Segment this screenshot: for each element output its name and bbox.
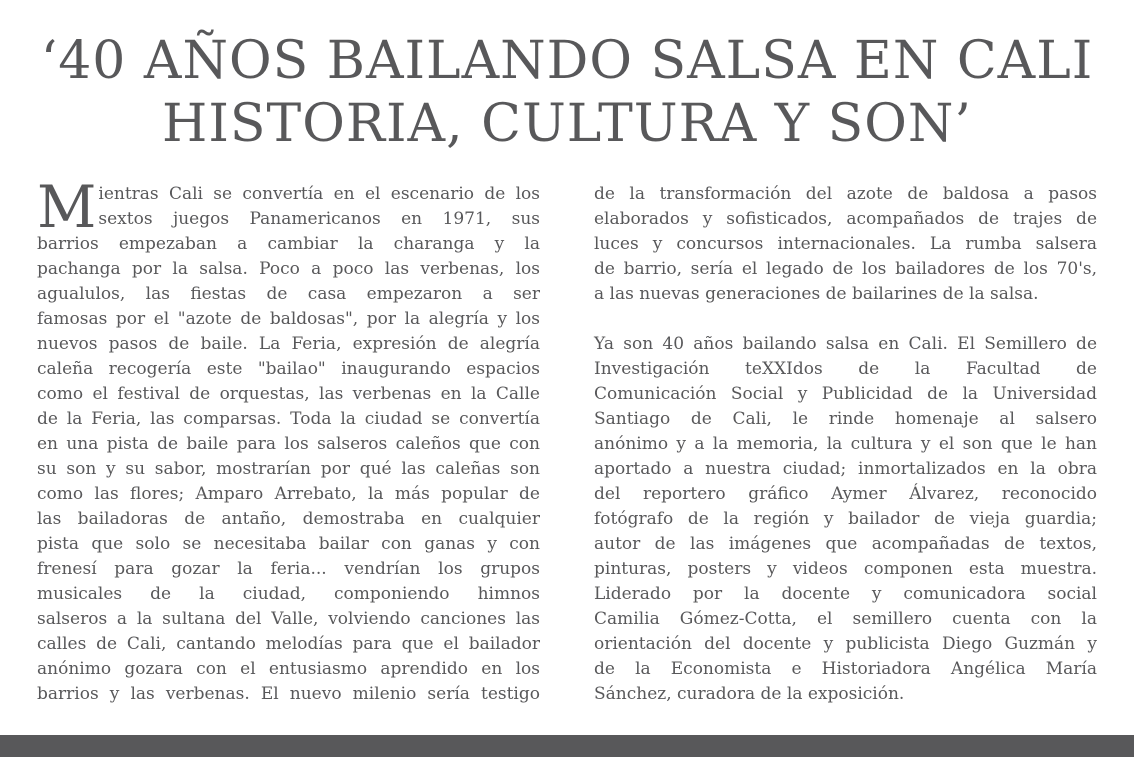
footer-bar: [0, 735, 1134, 757]
text-line: caleña recogería este "bailao" inaugurando espacios: [37, 359, 540, 379]
right-paragraph-2: [594, 332, 1097, 707]
text-line: barrios empezaban a cambiar la charanga y la: [37, 234, 540, 254]
text-line: su son y su sabor, mostrarían por qué las caleñas son: [37, 459, 540, 479]
text-line: anónimo y a la memoria, la cultura y el son que le han: [594, 434, 1097, 454]
text-line: elaborados y sofisticados, acompañados de trajes de: [594, 209, 1097, 229]
text-line: Liderado por la docente y comunicadora social: [594, 584, 1097, 604]
text-line: pista que solo se necesitaba bailar con ganas y con: [37, 534, 540, 554]
text-line: sextos juegos Panamericanos en 1971, sus: [98, 209, 540, 229]
text-line: a las nuevas generaciones de bailarines de la salsa.: [594, 284, 1039, 304]
drop-cap: M: [37, 173, 97, 241]
text-line: Sánchez, curadora de la exposición.: [594, 684, 905, 704]
text-line: como las flores; Amparo Arrebato, la más popular de: [37, 484, 540, 504]
page-title: [0, 30, 1134, 156]
text-line: luces y concursos internacionales. La rumba salsera: [594, 234, 1097, 254]
text-line: nuevos pasos de baile. La Feria, expresión de alegría: [37, 334, 540, 354]
text-line: de la transformación del azote de baldosa a pasos: [594, 184, 1097, 204]
text-line: aportado a nuestra ciudad; inmortalizados en la obra: [594, 459, 1097, 479]
text-line: agualulos, las fiestas de casa empezaron a ser: [37, 284, 540, 304]
text-line: de barrio, sería el legado de los bailadores de los 70's,: [594, 259, 1097, 279]
text-line: ientras Cali se convertía en el escenario de los: [98, 184, 540, 204]
text-line: Santiago de Cali, le rinde homenaje al salsero: [594, 409, 1097, 429]
text-line: las bailadoras de antaño, demostraba en cualquier: [37, 509, 540, 529]
text-line: pinturas, posters y videos componen esta muestra.: [594, 559, 1097, 579]
text-line: orientación del docente y publicista Diego Guzmán y: [594, 634, 1097, 654]
text-line: pachanga por la salsa. Poco a poco las verbenas, los: [37, 259, 540, 279]
text-line: en una pista de baile para los salseros caleños que con: [37, 434, 540, 454]
right-column: [594, 182, 1097, 707]
left-column-body: [37, 232, 540, 707]
text-line: de la Economista e Historiadora Angélica María: [594, 659, 1097, 679]
text-line: musicales de la ciudad, componiendo himnos: [37, 584, 540, 604]
title-line-2: HISTORIA, CULTURA Y SON’: [162, 94, 972, 154]
text-line: fotógrafo de la región y bailador de vieja guardia;: [594, 509, 1097, 529]
text-line: de la Feria, las comparsas. Toda la ciudad se convertía: [37, 409, 540, 429]
text-line: como el festival de orquestas, las verbenas en la Calle: [37, 384, 540, 404]
text-line: famosas por el "azote de baldosas", por la alegría y los: [37, 309, 540, 329]
text-line: anónimo gozara con el entusiasmo aprendido en los: [37, 659, 540, 679]
paragraph-gap: [594, 307, 1097, 332]
text-line: del reportero gráfico Aymer Álvarez, reconocido: [594, 484, 1097, 504]
text-line: salseros a la sultana del Valle, volviendo canciones las: [37, 609, 540, 629]
text-line: autor de las imágenes que acompañadas de textos,: [594, 534, 1097, 554]
right-paragraph-1: [594, 182, 1097, 307]
left-column: [37, 173, 540, 707]
text-line: barrios y las verbenas. El nuevo milenio sería testigo: [37, 684, 540, 704]
text-line: Comunicación Social y Publicidad de la Universidad: [594, 384, 1097, 404]
text-line: Camilia Gómez-Cotta, el semillero cuenta con la: [594, 609, 1097, 629]
text-line: calles de Cali, cantando melodías para que el bailador: [37, 634, 540, 654]
text-line: Investigación teXXIdos de la Facultad de: [594, 359, 1097, 379]
title-line-1: ‘40 AÑOS BAILANDO SALSA EN CALI: [40, 31, 1094, 91]
text-line: Ya son 40 años bailando salsa en Cali. El Semillero de: [594, 334, 1097, 354]
text-line: frenesí para gozar la feria... vendrían los grupos: [37, 559, 540, 579]
